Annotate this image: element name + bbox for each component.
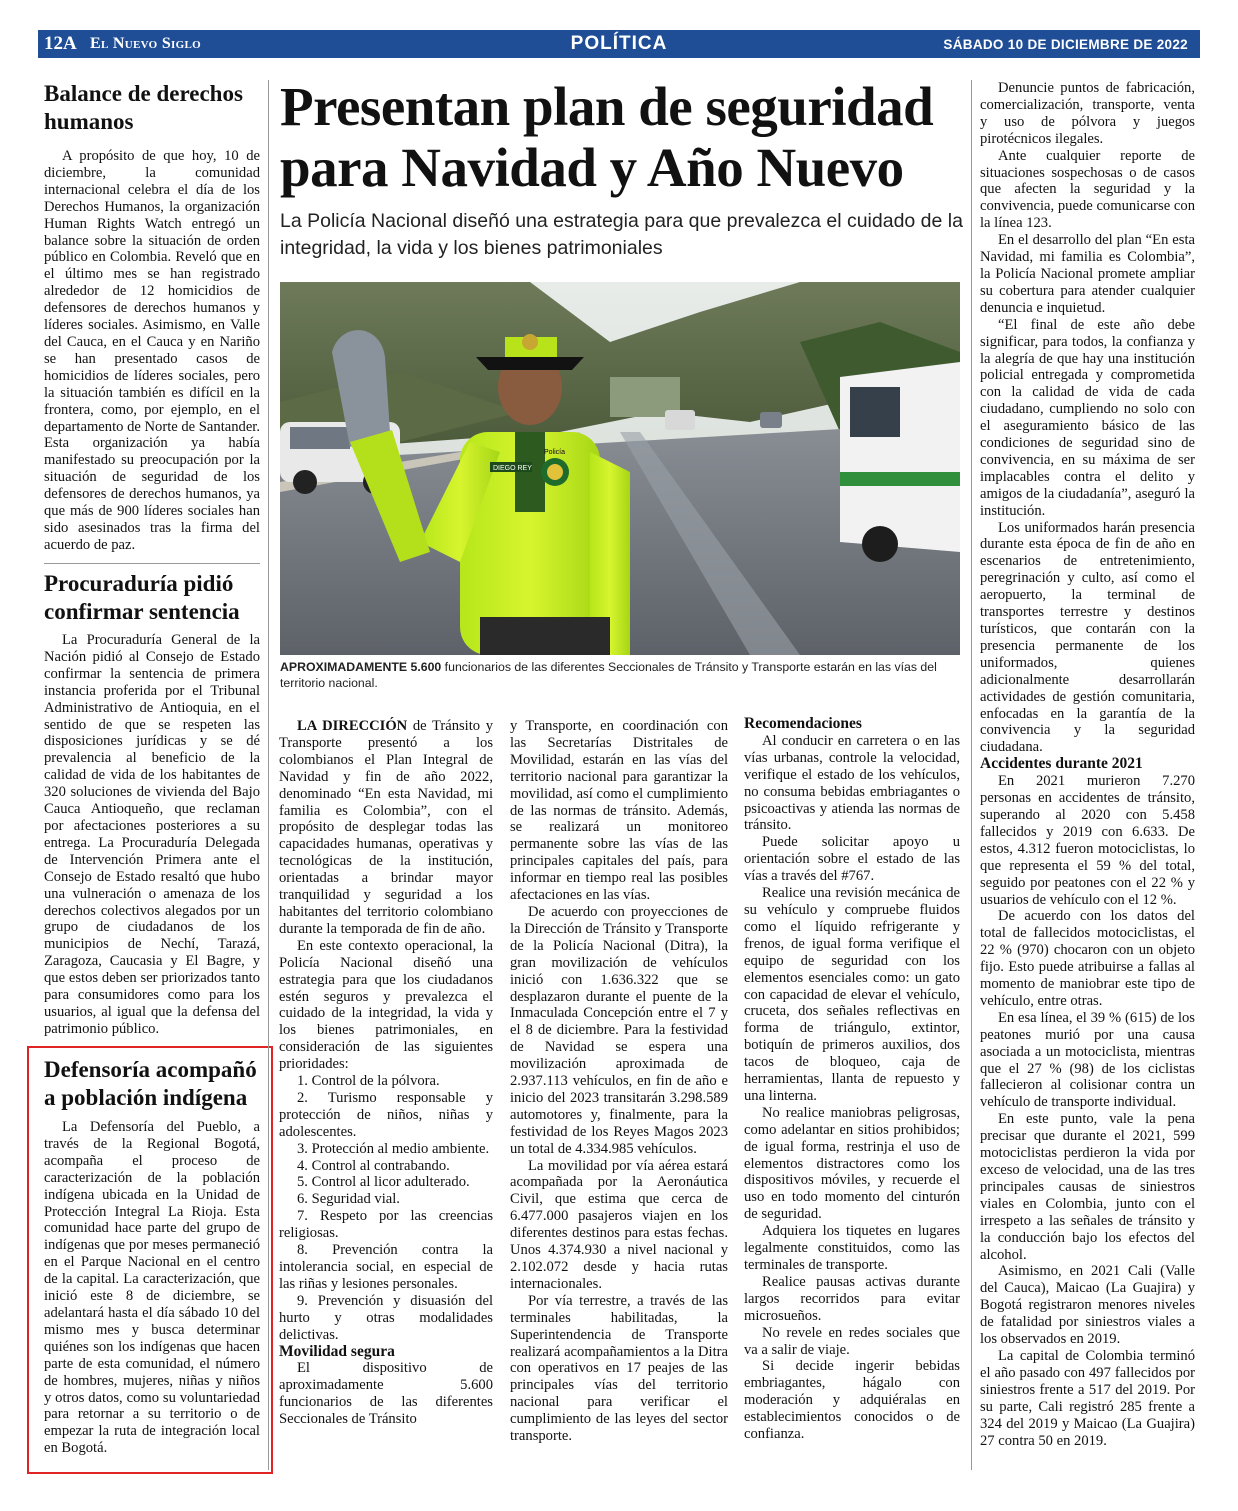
list-item: 8. Prevención contra la intolerancia social, en especial de las riñas y lesiones personales. [279, 1242, 493, 1292]
paragraph: De acuerdo con proyecciones de la Dirección de Tránsito y Transporte de la Policía Nacional (Ditra), la gran movilización de vehículos inició con 1.636.322 que se desplazaron durante el puente de la Inmaculada Concepción entre el 7 y el 8 de diciembre. Para la festividad de Navidad se espera una movilización aproximada de 2.937.113 vehículos, en fin de año e inicio del 2023 transitarán 3.298.589 automotores y, finalmente, para la festividad de los Reyes Magos 2023 un total de 4.334.985 vehículos. [510, 903, 728, 1157]
lead-in: LA DIRECCIÓN [297, 718, 408, 734]
brief-text: A propósito de que hoy, 10 de diciembre, la comunidad internacional celebra el día de los Derechos Humanos, la organización Human Rights Watch entregó un balance sobre la situación de orden público en Colombia. Reveló que en el último mes se han registrado alrededor de 12 homicidios de defensores de derechos humanos y líderes sociales. Asimismo, en Valle del Cauca, en el Cauca y en Nariño se han presentado casos de homicidios de líderes sociales, pero la situación también es difícil en la frontera, como, por ejemplo, en el departamento de Norte de Santander. Esta organización ya había manifestado su preocupación por la situación de seguridad de los defensores de derechos humanos, ya que más de 900 líderes sociales han sido asesinados tras la firma del acuerdo de paz. [44, 148, 260, 553]
paragraph: La capital de Colombia terminó el año pasado con 497 fallecidos por siniestros frente a 517 del 2019. Por su parte, Cali registró 285 frente a 324 del 2019 y Maicao (La Guajira) 27 contra 50 en 2019. [980, 1347, 1195, 1449]
article-headline: Presentan plan de seguridad para Navidad y Año Nuevo [280, 76, 934, 198]
paragraph: No realice maniobras peligrosas, como adelantar en sitios prohibidos; de igual forma, restrinja el uso de elementos distractores como los dispositivos móviles, y recuerde el uso en todo momento del cinturón de seguridad. [744, 1104, 960, 1223]
paragraph: Ante cualquier reporte de situaciones sospechosas o de casos que afecten la seguridad y la convivencia, puede comunicarse con la línea 123. [980, 147, 1195, 232]
list-item: 5. Control al licor adulterado. [297, 1174, 470, 1191]
issue-date: SÁBADO 10 DE DICIEMBRE DE 2022 [943, 37, 1188, 52]
paragraph: Realice una revisión mecánica de su vehículo y compruebe fluidos como el líquido refrigerante y frenos, de igual forma verifique el equipo de seguridad con los elementos esenciales como: un gato con capacidad de elevar el vehículo, cruceta, dos señales reflectivas en forma de triángulo, extintor, botiquín de primeros auxilios, dos tacos de bloqueo, caja de herramientas, llanta de repuesto y una linterna. [744, 885, 960, 1104]
brief-text: La Defensoría del Pueblo, a través de la Regional Bogotá, acompaña el proceso de caracterización de la población indígena ubicada en la Unidad de Protección Integral La Rioja. Esta comunidad hace parte del grupo de indígenas que por meses permaneció en el Parque Nacional en el centro de la capital. La caracterización, que inició este 8 de diciembre, se adelantará hasta el día sábado 10 del mismo mes y busca determinar quiénes son los indígenas que hacen parte de esta comunidad, el número de hombres, mujeres, niñas y niños y otros datos, como su voluntariedad para retornar a su territorio o de empezar la ruta de integración local en Bogotá. [44, 1119, 260, 1457]
article-column-3 [744, 716, 960, 1443]
article-column-2 [510, 718, 728, 1445]
paragraph: Por vía terrestre, a través de las terminales habilitadas, la Superintendencia de Transporte realizará acompañamientos a la Ditra con operativos en 17 peajes de las principales vías del territorio nacional para verificar el cumplimiento de las leyes del sector transporte. [510, 1292, 728, 1445]
paragraph: Adquiera los tiquetes en lugares legalmente constituidos, como las terminales de transporte. [744, 1223, 960, 1273]
paragraph: En el desarrollo del plan “En esta Navidad, mi familia es Colombia”, la Policía Nacional promete ampliar su cobertura para atender cualquier denuncia e inquietud. [980, 232, 1195, 316]
subtitle: Movilidad segura [279, 1342, 395, 1360]
paragraph: En este contexto operacional, la Policía Nacional diseñó una estrategia para que los ciudadanos estén seguros y prevalezca el cuidado de la integridad, la vida y los bienes patrimoniales, en consideración de las siguientes prioridades: [279, 937, 493, 1073]
paragraph: Denuncie puntos de fabricación, comercialización, transporte, venta y uso de pólvora y juegos pirotécnicos ilegales. [980, 80, 1195, 147]
paragraph: Al conducir en carretera o en las vías urbanas, controle la velocidad, verifique el estado de los vehículos, no consuma bebidas embriagantes o psicoactivas y atienda las normas de tránsito. [744, 732, 960, 834]
list-item: 4. Control al contrabando. [297, 1157, 450, 1174]
section-name: POLÍTICA [570, 33, 668, 54]
list-item: 1. Control de la pólvora. [297, 1073, 440, 1090]
photo-badge-text: Policía [544, 449, 566, 456]
paragraph: LA DIRECCIÓN de Tránsito y Transporte presentó a los colombianos el Plan Integral de Navidad y fin de año 2022, denominado “En esta Navidad, mi familia es Colombia”, con el propósito de desplegar todas las capacidades humanas, operativas y tecnológicas de la institución, orientadas a brindar mayor tranquilidad y seguridad a los habitantes del territorio colombiano durante la temporada de fin de año. [279, 718, 494, 937]
paragraph: Realice pausas activas durante largos recorridos para evitar microsueños. [744, 1273, 960, 1324]
brief-text: La Procuraduría General de la Nación pidió al Consejo de Estado confirmar la sentencia de primera instancia proferida por el Tribunal Administrativo de Antioquia, en el sentido de que se respeten las disposiciones jurídicas y se dé prevalencia al beneficio de la calidad de vida de los habitantes de 320 soluciones de vivienda del Bajo Cauca Antioqueño, que reclaman por afectaciones posteriores a su entrega. La Procuraduría Delegada de Intervención Primera ante el Consejo de Estado resaltó que hubo una vulneración o amenaza de los derechos colectivos alegados por un grupo de ciudadanos de los municipios de Nechí, Tarazá, Zaragoza, Caucasia y El Bagre, y que estos deben ser priorizados tanto para consumidores como para los usuarios, al igual que la defensa del patrimonio público. [44, 632, 260, 1037]
column-divider [268, 80, 269, 1470]
caption-text: funcionarios de las diferentes Seccionales de Tránsito y Transporte estarán en las vías del territorio nacional. [280, 660, 937, 690]
list-item: 3. Protección al medio ambiente. [297, 1140, 490, 1157]
sidebar-brief-2 [44, 570, 260, 1038]
photo-caption [280, 659, 960, 691]
photo-nametag-text: DIEGO REY [493, 465, 532, 472]
publication-name: El Nuevo Siglo [90, 35, 201, 52]
paragraph: En este punto, vale la pena precisar que durante el 2021, 599 motociclistas perdieron la vida por exceso de velocidad, una de las tres principales causas de siniestros viales en Colombia, junto con el irrespeto a las señales de tránsito y la conducción bajo los efectos del alcohol. [980, 1111, 1195, 1263]
paragraph: “El final de este año debe significar, para todos, la confianza y la alegría de que hay una institución policial entregada y comprometida con la calidad de vida de cada ciudadano, cumpliendo no solo con el aseguramiento básico de las condiciones de seguridad sino de convivencia, en su máxima de ser implacables contra el delito y amigos de la ciudadanía”, aseguró la institución. [980, 316, 1195, 519]
list-item: 2. Turismo responsable y protección de niños, niñas y adolescentes. [279, 1089, 493, 1140]
paragraph: De acuerdo con los datos del total de fallecidos motociclistas, el 22 % (970) chocaron con un objeto fijo. Esto puede atribuirse a fallas al momento de maniobrar este tipo de vehículo, entre otras. [980, 908, 1195, 1009]
article-photo [280, 282, 960, 655]
page-number: 12A [44, 33, 77, 54]
list-item: 7. Respeto por las creencias religiosas. [279, 1208, 493, 1242]
list-item: 9. Prevención y disuasión del hurto y otras modalidades delictivas. [279, 1292, 493, 1343]
brief-title: Balance de derechos humanos [44, 81, 243, 134]
subtitle: Accidentes durante 2021 [980, 755, 1143, 773]
article-column-4 [980, 80, 1195, 1449]
subtitle: Recomendaciones [744, 715, 862, 732]
paragraph: Asimismo, en 2021 Cali (Valle del Cauca), Maicao (La Guajira) y Bogotá registraron menores niveles de fatalidad por siniestros viales a los observados en 2019. [980, 1263, 1195, 1348]
article-subhead: La Policía Nacional diseñó una estrategia para que prevalezca el cuidado de la integridad, la vida y los bienes patrimoniales [280, 210, 963, 259]
paragraph: y Transporte, en coordinación con las Secretarías Distritales de Movilidad, estarán en las vías del territorio nacional para garantizar la movilidad, así como el cumplimiento de las normas de tránsito. Además, se realizará un monitoreo permanente sobre las vías de las principales capitales del país, para informar en tiempo real las posibles afectaciones en las vías. [510, 718, 728, 904]
paragraph: No revele en redes sociales que va a salir de viaje. [744, 1324, 960, 1358]
column-divider [971, 80, 972, 1470]
divider [44, 563, 260, 564]
paragraph: La movilidad por vía aérea estará acompañada por la Aeronáutica Civil, que estima que cerca de 6.477.000 pasajeros viajen en los diferentes destinos para estas fechas. Unos 4.374.930 a nivel nacional y 2.102.072 desde y hacia rutas internacionales. [510, 1157, 728, 1292]
sidebar-brief-3 [44, 1056, 260, 1457]
caption-lead: APROXIMADAMENTE 5.600 [280, 660, 442, 674]
page-header [38, 30, 1200, 58]
sidebar-brief-1 [44, 80, 260, 554]
article-column-1 [279, 718, 493, 1428]
paragraph: En esa línea, el 39 % (615) de los peatones murió por una causa asociada a un motociclista, mientras que el 27 % (98) de los ciclistas fallecieron al colisionar contra un vehículo de transporte individual. [980, 1009, 1195, 1111]
brief-title: Procuraduría pidió confirmar sentencia [44, 571, 240, 624]
list-item: 6. Seguridad vial. [297, 1191, 400, 1208]
paragraph: Los uniformados harán presencia durante esta época de fin de año en escenarios de entretenimiento, peregrinación y culto, así como el aeropuerto, la terminal de transportes terrestre y destinos turísticos, que contarán con la presencia permanente de los uniformados, quienes adicionalmente desarrollarán actividades de gestión comunitaria, enfocadas en la garantía de la convivencia y la seguridad ciudadana. [980, 519, 1195, 756]
paragraph: En 2021 murieron 7.270 personas en accidentes de tránsito, superando al 2020 con 5.458 fallecidos y 2019 con 6.633. De estos, 4.312 fueron motociclistas, lo que representa el 59 % del total, seguido por peatones con el 22 % y usuarios de vehículo con el 12 %. [980, 773, 1195, 908]
paragraph: El dispositivo de aproximadamente 5.600 funcionarios de las diferentes Seccionales de Tránsito [279, 1360, 493, 1428]
paragraph: Puede solicitar apoyo u orientación sobre el estado de las vías a través del #767. [744, 834, 960, 885]
brief-title: Defensoría acompañó a población indígena [44, 1057, 257, 1110]
paragraph: Si decide ingerir bebidas embriagantes, hágalo con moderación y adquiéralas en establecimientos conocidos o de confianza. [744, 1358, 960, 1443]
